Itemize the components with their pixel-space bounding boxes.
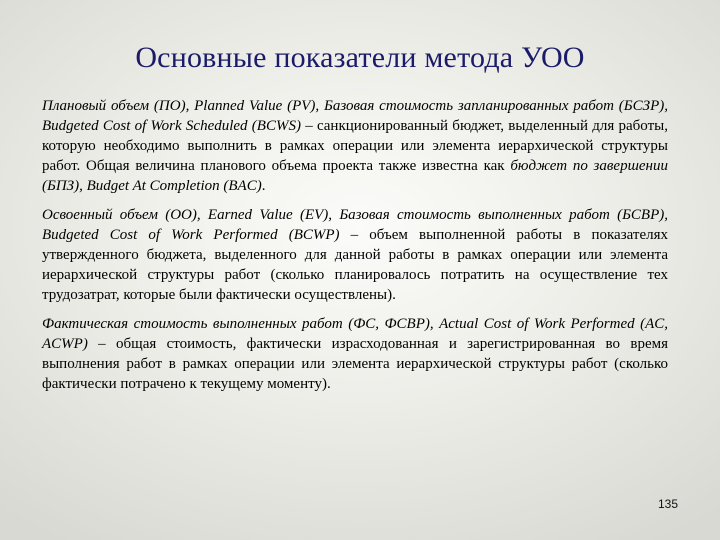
paragraph-planned-value (42, 96, 668, 196)
planned-value-term: Плановый объем (ПО), Planned Value (PV), Базовая стоимость запланированных работ (БСЗР), Budgeted Cost of Work Scheduled (BCWS) (42, 98, 668, 134)
planned-value-definition: – санкционированный бюджет, выделенный для работы, которую необходимо выполнить в рамках операции или элемента иерархической структуры работ. Общая величина планового объема проекта также известна как (42, 118, 668, 174)
actual-cost-definition: – общая стоимость, фактически израсходованная и зарегистрированная во время выполнения работ в рамках операции или элемента иерархической структуры работ (сколько фактически потрачено к текущему моменту). (42, 336, 668, 392)
earned-value-term: Освоенный объем (ОО), Earned Value (EV), Базовая стоимость выполненных работ (БСВР), Budgeted Cost of Work Performed (BCWP) (42, 207, 668, 243)
paragraph-end: . (261, 178, 266, 194)
slide-title: Основные показатели метода УОО (135, 41, 585, 74)
actual-cost-term: Фактическая стоимость выполненных работ (ФС, ФСВР), Actual Cost of Work Performed (AC, ACWP) (42, 316, 668, 352)
slide-body (42, 96, 668, 403)
paragraph-earned-value (42, 205, 668, 305)
budget-at-completion-term: бюджет по завершении (БПЗ), Budget At Completion (BAC) (42, 158, 669, 194)
paragraph-actual-cost (42, 314, 668, 394)
page-number: 135 (657, 497, 678, 511)
earned-value-definition: – объем выполненной работы в показателях утвержденного бюджета, выделенного для данной работы в рамках операции или элемента иерархической структуры работ (сколько планировалось потратить на осуществление тех трудозатрат, которые были фактически осуществлены). (42, 227, 668, 303)
